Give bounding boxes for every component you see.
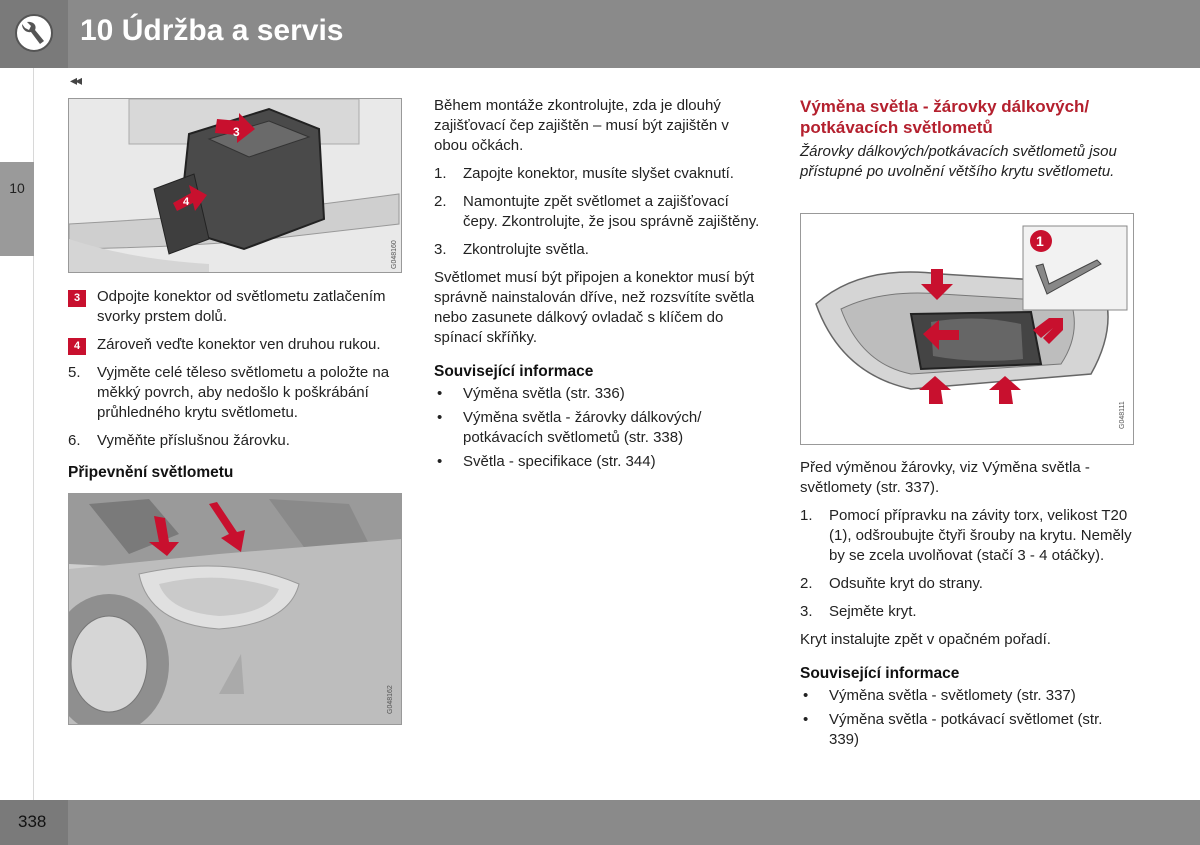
related-link-text: Výměna světla - světlomety (str. 337) [829,687,1076,704]
step-item [68,431,400,451]
related-link[interactable] [434,408,764,448]
right-column-heading [800,96,1130,182]
related-link-text: Světla - specifikace (str. 344) [463,453,656,470]
svg-text:3: 3 [233,125,240,139]
step-item [800,574,1132,594]
right-note: Kryt instalujte zpět v opačném pořadí. [800,631,1051,648]
step-item [68,363,400,423]
page-footer [0,800,1200,845]
step-item [800,602,1132,622]
related-link-text: Výměna světla (str. 336) [463,385,625,402]
step-text: Zároveň veďte konektor ven druhou rukou. [97,336,381,353]
figure-code: G048111 [1119,401,1126,429]
related-link-text: Výměna světla - potkávací světlomet (str. 339) [829,711,1103,748]
callout-1: 1 [1036,233,1044,249]
figure-code: G048160 [391,240,398,269]
step-number: 1. [434,165,447,182]
page-number: 338 [18,812,47,831]
step-text: Namontujte zpět světlomet a zajišťovací čepy. Zkontrolujte, že jsou správně zajištěny. [463,193,760,230]
related-link[interactable] [434,384,764,404]
right-column [800,458,1132,754]
headlight-illustration [801,214,1133,444]
step-number: 6. [68,432,81,449]
step-item [434,192,764,232]
related-heading: Související informace [800,665,960,682]
step-number: 3. [800,603,813,620]
chapter-title: 10 Údržba a servis [80,14,344,47]
related-link[interactable] [800,686,1132,706]
connector-illustration [69,99,401,272]
related-heading: Související informace [434,363,594,380]
page-header [0,0,1200,68]
bullet-icon: • [437,409,443,426]
headlight-figure [800,213,1134,445]
related-link-text: Výměna světla - žárovky dálkových/ potkávacích světlometů (str. 338) [463,409,702,446]
step-number: 3. [434,241,447,258]
wrench-icon [14,13,54,53]
step-text: Zkontrolujte světla. [463,241,589,258]
bullet-icon: • [803,687,809,704]
step-text: Sejměte kryt. [829,603,917,620]
section-subheading: Připevnění světlometu [68,464,234,481]
step-text: Vyměňte příslušnou žárovku. [97,432,290,449]
step-number: 5. [68,364,81,381]
bullet-icon: • [437,453,443,470]
mounting-note: Světlomet musí být připojen a konektor musí být správně nainstalován dříve, než rozsvítíte světla nebo zasunete dálkový ovladač s klíčem do spínací skříňky. [434,269,755,346]
back-arrows-icon[interactable]: ◂◂ [70,72,81,88]
step-item [434,164,764,184]
header-icon-box [0,0,68,68]
svg-text:4: 4 [183,196,190,208]
step-text: Odpojte konektor od světlometu zatlačením svorky prstem dolů. [97,288,386,325]
bullet-icon: • [803,711,809,728]
related-link[interactable] [434,452,764,472]
figure-code: G048162 [387,685,394,714]
step-item [434,240,764,260]
step-number: 2. [434,193,447,210]
car-front-illustration [69,494,401,724]
connector-figure [68,98,402,273]
left-column [68,287,400,485]
step-item [68,335,400,355]
chapter-tab-label: 10 [9,180,25,196]
step-text: Vyjměte celé těleso světlometu a položte na měkký povrch, aby nedošlo k poškrábání průhledného krytu světlometu. [97,364,390,421]
step-text: Pomocí přípravku na závity torx, velikost T20 (1), odšroubujte čtyři šrouby na krytu. Neměly by se zcela uvolňovat (stačí 3 - 4 otáčky). [829,507,1132,564]
step-number: 2. [800,575,813,592]
mounting-intro: Během montáže zkontrolujte, zda je dlouhý zajišťovací čep zajištěn – musí být zajištěn v obou očkách. [434,97,729,154]
step-text: Zapojte konektor, musíte slyšet cvaknutí. [463,165,734,182]
section-subtitle: Žárovky dálkových/potkávacích světlometů jsou přístupné po uvolnění většího krytu světlometu. [800,143,1117,180]
bullet-icon: • [437,385,443,402]
step-badge-3: 3 [68,290,86,307]
middle-column [434,96,764,476]
step-number: 1. [800,507,813,524]
related-link[interactable] [800,710,1132,750]
section-heading: Výměna světla - žárovky dálkových/ potkávacích světlometů [800,97,1090,137]
car-front-figure [68,493,402,725]
chapter-tab [0,162,34,256]
step-badge-4: 4 [68,338,86,355]
step-item [68,287,400,327]
step-text: Odsuňte kryt do strany. [829,575,983,592]
right-intro: Před výměnou žárovky, viz Výměna světla - světlomety (str. 337). [800,459,1090,496]
step-item [800,506,1132,566]
footer-number-box [0,800,68,845]
